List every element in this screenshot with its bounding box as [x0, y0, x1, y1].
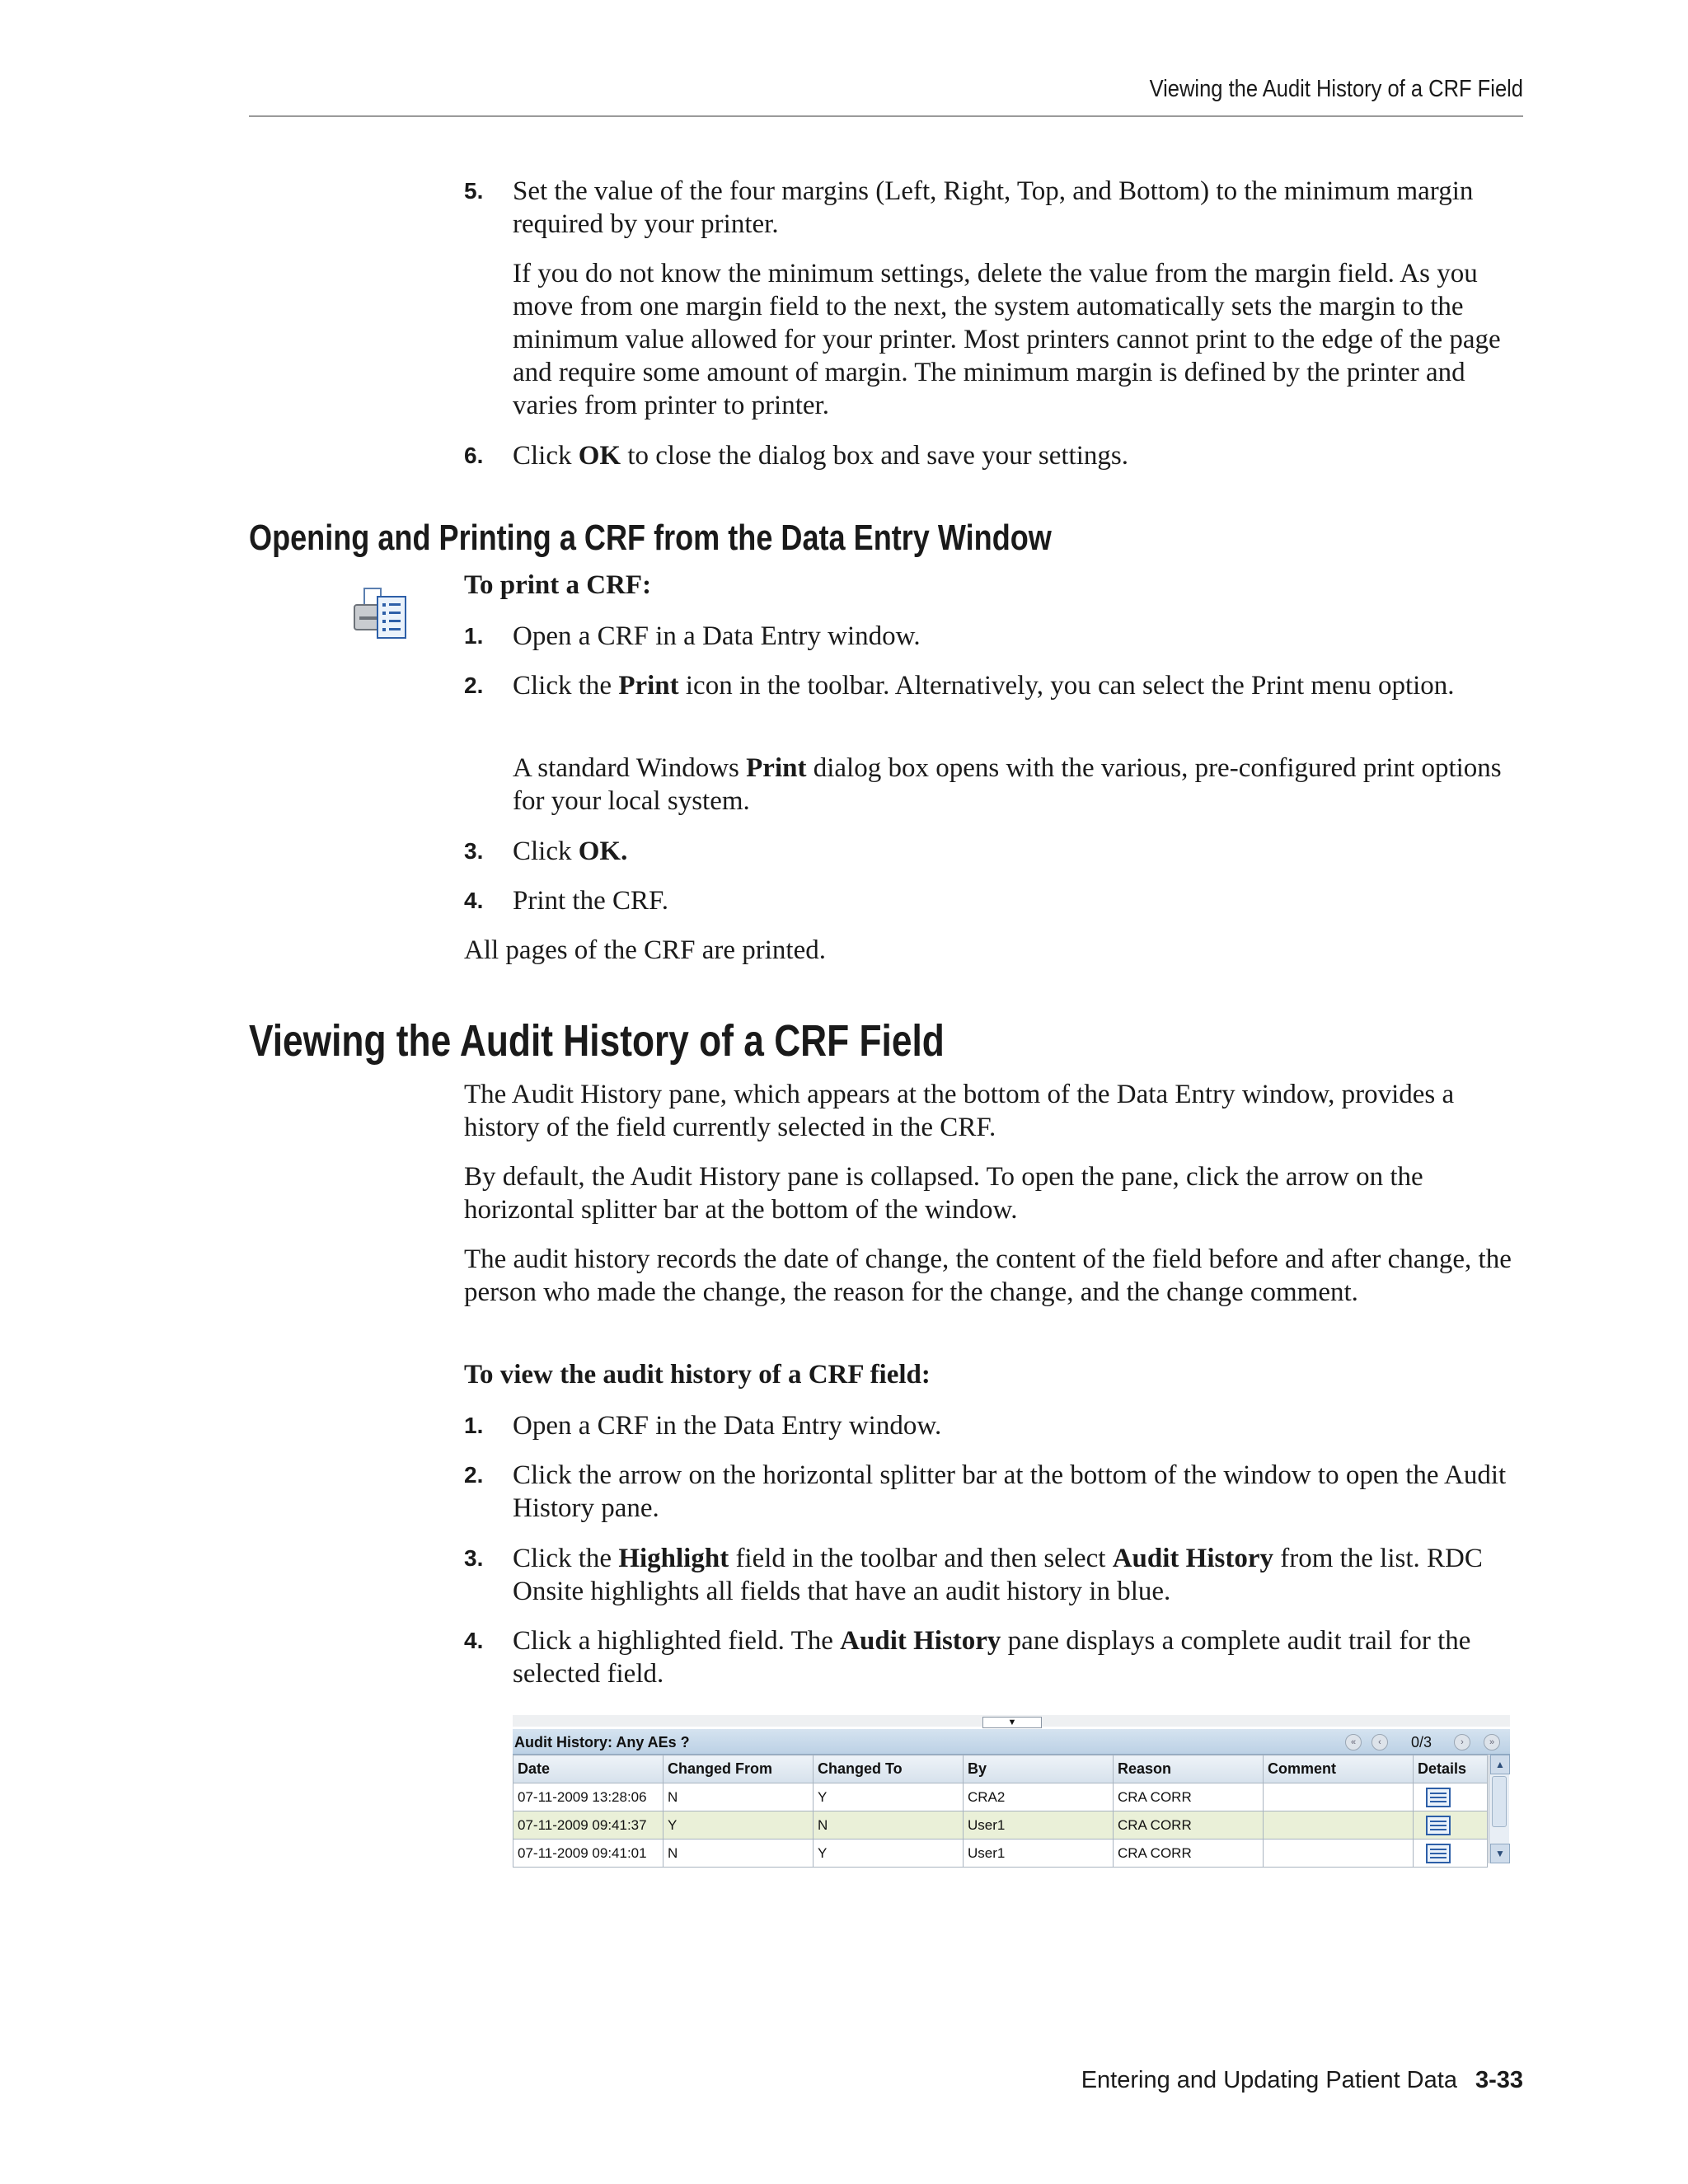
step-text: Set the value of the four margins (Left, Right, Top, and Bottom) to the minimum margin required by your printer. [513, 176, 1474, 239]
scroll-thumb[interactable] [1492, 1776, 1507, 1827]
audit-paragraph-2: By default, the Audit History pane is collapsed. To open the pane, click the arrow on the horizontal splitter bar at the bottom of the window. [464, 1162, 1423, 1225]
splitter-arrow-icon[interactable]: ▼ [982, 1717, 1042, 1728]
step-5-explanation: If you do not know the minimum settings, delete the value from the margin field. As you move from one margin field to the next, the system automatically sets the margin to the minimum value allowed for your printer. Most printers cannot print to the edge of the page and require some amount of margin. The minimum margin is defined by the printer and varies from printer to printer. [513, 259, 1501, 420]
first-page-icon[interactable]: « [1345, 1734, 1362, 1750]
table-row[interactable] [513, 1840, 1488, 1868]
audit-paragraph-1: The Audit History pane, which appears at the bottom of the Data Entry window, provides a history of the field currently selected in the CRF. [464, 1080, 1455, 1142]
page-footer [249, 2067, 1523, 2094]
section-heading-audit: Viewing the Audit History of a CRF Field [249, 1016, 945, 1066]
column-header-comment[interactable]: Comment [1264, 1755, 1414, 1783]
audit-history-table [513, 1755, 1488, 1868]
cell-details [1414, 1811, 1488, 1840]
audit-paragraph-3: The audit history records the date of change, the content of the field before and after change, the person who made the change, the reason for the change, and the change comment. [464, 1244, 1512, 1307]
table-row[interactable] [513, 1783, 1488, 1811]
cell-by: User1 [964, 1811, 1114, 1840]
column-header-by[interactable]: By [964, 1755, 1114, 1783]
last-page-icon[interactable]: » [1484, 1734, 1500, 1750]
vertical-scrollbar[interactable] [1489, 1755, 1509, 1863]
table-row[interactable] [513, 1811, 1488, 1840]
cell-date: 07-11-2009 13:28:06 [513, 1783, 663, 1811]
column-header-changed-from[interactable]: Changed From [663, 1755, 814, 1783]
procedure-title-print: To print a CRF: [464, 570, 652, 600]
column-header-reason[interactable]: Reason [1114, 1755, 1264, 1783]
cell-comment [1264, 1811, 1414, 1840]
cell-changed-to: Y [814, 1840, 964, 1868]
print-icon [353, 587, 410, 644]
cell-details [1414, 1783, 1488, 1811]
scroll-up-icon[interactable]: ▲ [1490, 1755, 1510, 1774]
audit-history-title: Audit History: Any AEs ? [514, 1734, 690, 1750]
cell-changed-from: N [663, 1840, 814, 1868]
step-text: Print the CRF. [513, 886, 668, 916]
cell-changed-from: Y [663, 1811, 814, 1840]
cell-changed-to: N [814, 1811, 964, 1840]
step-number: 3. [464, 1545, 484, 1571]
step-text: Click OK. [513, 837, 628, 866]
running-head: Viewing the Audit History of a CRF Field [1149, 76, 1523, 102]
cell-reason: CRA CORR [1114, 1840, 1264, 1868]
cell-date: 07-11-2009 09:41:01 [513, 1840, 663, 1868]
step-number: 6. [464, 443, 484, 468]
table-header-row [513, 1755, 1488, 1783]
step-number: 2. [464, 1462, 484, 1488]
audit-history-titlebar [513, 1729, 1510, 1755]
previous-page-icon[interactable]: ‹ [1372, 1734, 1388, 1750]
step-text: Click the Highlight field in the toolbar and then select Audit History from the list. RDC Onsite highlights all fields that have an audit history in blue. [513, 1544, 1483, 1606]
cell-by: CRA2 [964, 1783, 1114, 1811]
step-number: 3. [464, 838, 484, 864]
column-header-date[interactable]: Date [513, 1755, 663, 1783]
print-step-2-explanation: A standard Windows Print dialog box opens with the various, pre-configured print options for your local system. [513, 753, 1502, 816]
cell-by: User1 [964, 1840, 1114, 1868]
header-rule [249, 115, 1523, 117]
next-page-icon[interactable]: › [1454, 1734, 1470, 1750]
column-header-details[interactable]: Details [1414, 1755, 1488, 1783]
cell-date: 07-11-2009 09:41:37 [513, 1811, 663, 1840]
cell-details [1414, 1840, 1488, 1868]
details-icon[interactable] [1426, 1788, 1451, 1807]
step-number: 2. [464, 673, 484, 698]
step-text: Click the arrow on the horizontal splitter bar at the bottom of the window to open the Audit History pane. [513, 1460, 1507, 1523]
step-text: Open a CRF in the Data Entry window. [513, 1411, 942, 1441]
splitter-bar[interactable] [513, 1715, 1510, 1727]
step-number: 1. [464, 1413, 484, 1438]
audit-history-pane [513, 1715, 1510, 1872]
pager-status: 0/3 [1411, 1734, 1432, 1750]
column-header-changed-to[interactable]: Changed To [814, 1755, 964, 1783]
step-text: Click a highlighted field. The Audit History pane displays a complete audit trail for the selected field. [513, 1626, 1471, 1689]
print-result: All pages of the CRF are printed. [464, 935, 826, 965]
procedure-title-audit: To view the audit history of a CRF field: [464, 1360, 931, 1390]
page-number: 3-33 [1475, 2067, 1523, 2093]
cell-changed-to: Y [814, 1783, 964, 1811]
step-text: Click the Print icon in the toolbar. Alternatively, you can select the Print menu option. [513, 671, 1455, 701]
cell-comment [1264, 1840, 1414, 1868]
step-text: Open a CRF in a Data Entry window. [513, 621, 921, 651]
footer-chapter: Entering and Updating Patient Data [1081, 2067, 1457, 2093]
cell-reason: CRA CORR [1114, 1783, 1264, 1811]
details-icon[interactable] [1426, 1816, 1451, 1835]
step-text: Click OK to close the dialog box and save your settings. [513, 441, 1128, 471]
cell-comment [1264, 1783, 1414, 1811]
step-number: 4. [464, 888, 484, 913]
details-icon[interactable] [1426, 1844, 1451, 1863]
step-number: 5. [464, 178, 484, 204]
step-number: 4. [464, 1628, 484, 1653]
cell-reason: CRA CORR [1114, 1811, 1264, 1840]
section-heading-printing: Opening and Printing a CRF from the Data Entry Window [249, 518, 1052, 558]
cell-changed-from: N [663, 1783, 814, 1811]
scroll-down-icon[interactable]: ▼ [1490, 1844, 1510, 1863]
step-number: 1. [464, 623, 484, 649]
